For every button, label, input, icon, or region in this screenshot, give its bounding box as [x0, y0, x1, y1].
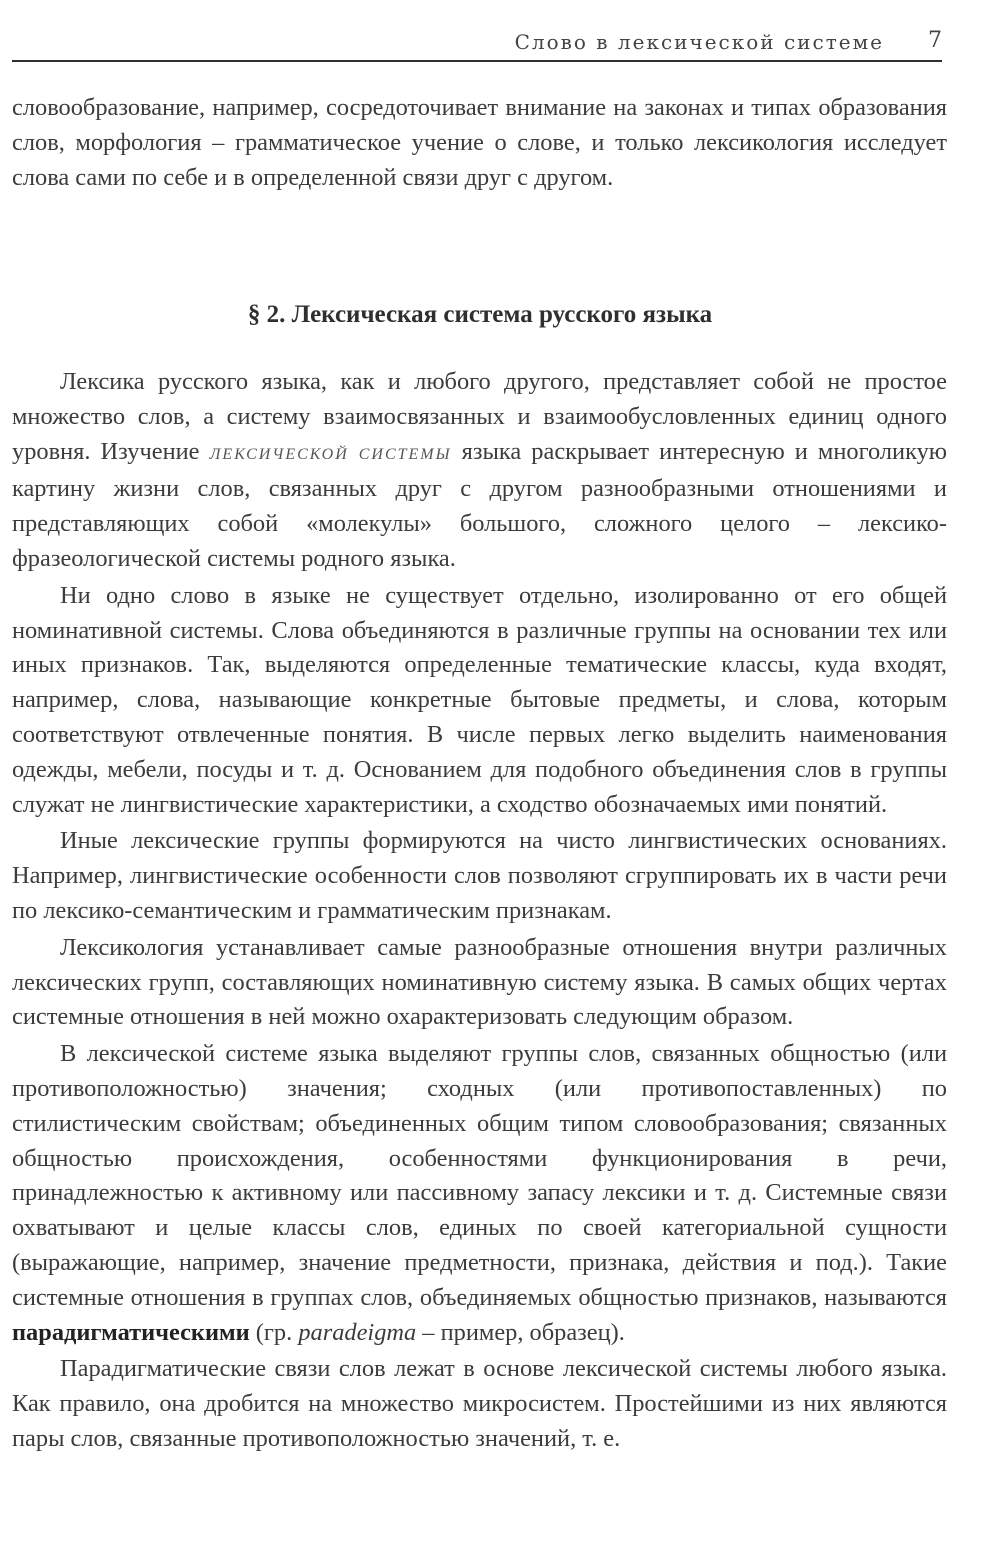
paragraph-2: Ни одно слово в языке не существует отдельно, изолированно от его общей номинативной системы. Слова объединяются в различные группы на основании тех или иных признаков. Так, выделяются определенные тематические классы, куда входят, например, слова, называющие конкретные бытовые предметы, и слова, которым соответствуют отвлеченные понятия. В числе первых легко выделить наименования одежды, мебели, посуды и т. д. Основанием для подобного объединения слов в группы служат не лингвистические характеристики, а сходство обозначаемых ими понятий.	[12, 581, 947, 818]
section-heading: § 2. Лексическая система русского языка	[247, 301, 713, 328]
paragraph-3: Иные лексические группы формируются на чисто лингвистических основаниях. Например, лингвистические особенности слов позволяют сгруппировать их в части речи по лексико-семантическим и грамматическим признакам.	[12, 827, 947, 924]
paragraph-1-text-a: Лексика русского языка, как и любого другого, представляет собой не простое множество слов, а систему взаимосвязанных и взаимообусловленных единиц одного уровня. Изучение	[12, 368, 947, 465]
paragraph-4: Лексикология устанавливает самые разнообразные отношения внутри различных лексических групп, составляющих номинативную систему языка. В самых общих чертах системные отношения в ней можно охарактеризовать следующим образом.	[12, 933, 947, 1031]
running-head-title: Слово в лексической системе	[514, 30, 884, 54]
lead-paragraph-block	[12, 91, 947, 195]
page-number: 7	[928, 28, 942, 53]
paragraph-5-text-c: – пример, образец).	[416, 1318, 625, 1346]
term-paradigmatic: парадигматическими	[12, 1318, 250, 1346]
paragraph-1	[12, 365, 947, 577]
paragraph-5	[12, 1037, 947, 1350]
paragraph-5-text-a: В лексической системе языка выделяют группы слов, связанных общностью (или противоположностью) значения; сходных (или противопоставленных) по стилистическим свойствам; объединенных общим типом словообразования; связанных общностью происхождения, особенностями функционирования в речи, принадлежностью к активному или пассивному запасу лексики и т. д. Системные связи охватывают и целые классы слов, единых по своей категориальной сущности (выражающие, например, значение предметности, признака, действия и под.). Такие системные отношения в группах слов, объединяемых общностью признаков, называются	[12, 1040, 947, 1311]
section-body	[12, 365, 947, 1457]
term-paradeigma: paradeigma	[298, 1318, 417, 1346]
lead-paragraph: словообразование, например, сосредоточивает внимание на законах и типах образования слов, морфология – грамматическое учение о слове, и только лексикология исследует слова сами по себе и в определенной связи друг с другом.	[12, 94, 947, 191]
paragraph-1-text-b: языка раскрывает интересную и многоликую картину жизни слов, связанных друг с другом разнообразными отношениями и представляющих собой «молекулы» большого, сложного целого – лексико-фразеологической системы родного языка.	[12, 437, 947, 572]
paragraph-6: Парадигматические связи слов лежат в основе лексической системы любого языка. Как правило, она дробится на множество микросистем. Простейшими из них являются пары слов, связанные противоположностью значений, т. е.	[12, 1355, 947, 1452]
term-lexical-system: ЛЕКСИЧЕСКОЙ СИСТЕМЫ	[209, 445, 452, 463]
paragraph-5-text-b: (гр.	[249, 1318, 299, 1346]
running-head	[12, 22, 942, 62]
